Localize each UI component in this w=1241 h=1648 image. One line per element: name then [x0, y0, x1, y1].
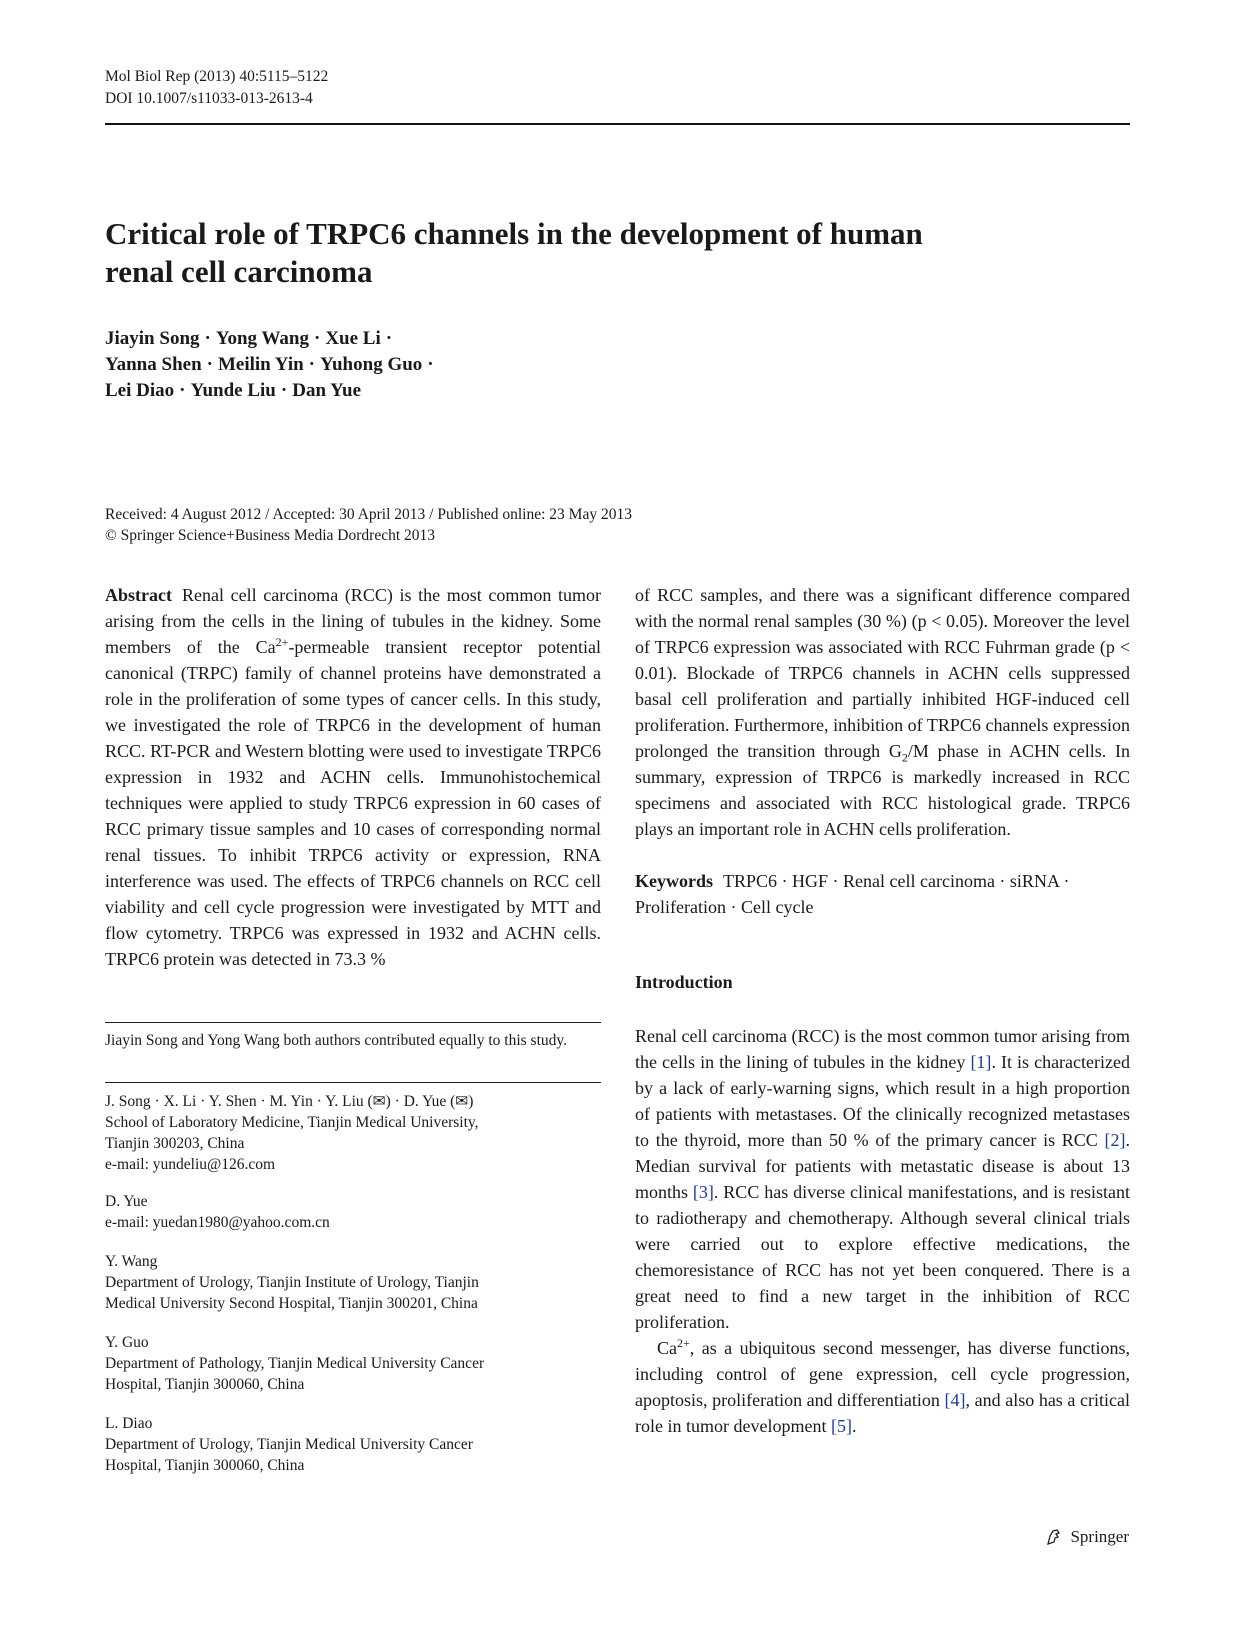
author-separator: ·: [280, 380, 288, 401]
affiliation-address: Tianjin 300203, China: [105, 1135, 245, 1152]
affiliation-3: [105, 1251, 601, 1314]
intro-text: . Median survival for patients with metastatic disease is about 13 months: [635, 1130, 1130, 1202]
section-heading: Introduction: [635, 972, 733, 992]
journal-citation: Mol Biol Rep (2013) 40:5115–5122: [105, 68, 329, 85]
journal-doi: DOI 10.1007/s11033-013-2613-4: [105, 90, 313, 107]
intro-text: Ca: [657, 1338, 677, 1358]
affiliation-1: [105, 1091, 601, 1175]
citation-link[interactable]: [2]: [1104, 1130, 1126, 1150]
intro-paragraph-1: [635, 1023, 1130, 1335]
author-separator: ·: [179, 380, 186, 401]
footnote-rule: [105, 1082, 601, 1083]
abstract-continued: [635, 582, 1130, 842]
publisher-logo: [1044, 1527, 1129, 1547]
author-name: Jiayin Song: [105, 328, 200, 349]
affiliation-email[interactable]: e-mail: yundeliu@126.com: [105, 1156, 276, 1173]
keywords: [635, 868, 1130, 920]
abstract-text: -permeable transient receptor potential canonical (TRPC) family of channel proteins have demonstrated a role in the proliferation of some types of cancer cells. In this study, we investigated the role of TRPC6 in the development of human RCC. RT-PCR and Western blotting were used to investigate TRPC6 expression in 1932 and ACHN cells. Immunohistochemical techniques were applied to study TRPC6 expression in 60 cases of RCC primary tissue samples and 10 cases of corresponding normal renal tissues. To inhibit TRPC6 activity or expression, RNA interference was used. The effects of TRPC6 channels on RCC cell viability and cell cycle progression were investigated by MTT and flow cytometry. TRPC6 was expressed in 1932 and ACHN cells. TRPC6 protein was detected in 73.3 %: [105, 637, 601, 969]
author-name: Yunde Liu: [190, 380, 276, 401]
footnote-rule: [105, 1022, 601, 1023]
equal-contribution-note: Jiayin Song and Yong Wang both authors contributed equally to this study.: [105, 1032, 568, 1049]
citation-link[interactable]: [4]: [944, 1390, 966, 1410]
author-name: Yuhong Guo: [320, 354, 423, 375]
author-separator: ·: [385, 328, 393, 349]
citation-link[interactable]: [1]: [970, 1052, 992, 1072]
header-rule: [105, 123, 1130, 125]
author-separator: ·: [308, 354, 316, 375]
intro-paragraph-2: [635, 1335, 1130, 1439]
author-separator: ·: [204, 328, 211, 349]
subscript: 2: [901, 750, 908, 765]
author-separator: ·: [427, 354, 434, 375]
affiliation-names: D. Yue: [105, 1193, 148, 1210]
affiliation-address: School of Laboratory Medicine, Tianjin Medical University,: [105, 1114, 479, 1131]
abstract-text: of RCC samples, and there was a significant difference compared with the normal renal samples (30 %) (p < 0.05). Moreover the level of TRPC6 expression was associated with RCC Fuhrman grade (p < 0.01). Blockade of TRPC6 channels in ACHN cells suppressed basal cell proliferation and partially inhibited HGF-induced cell proliferation. Furthermore, inhibition of TRPC6 channels expression prolonged the transition through G: [635, 585, 1130, 761]
affiliations: [105, 1091, 601, 1492]
article-title: [105, 215, 1125, 291]
abstract-paragraph: [105, 582, 601, 972]
intro-text: , as a ubiquitous second messenger, has diverse functions, including control of gene expression, cell cycle progression, apoptosis, proliferation and differentiation: [635, 1338, 1130, 1410]
affiliation-address: Department of Pathology, Tianjin Medical University Cancer: [105, 1355, 485, 1372]
author-name: Yong Wang: [215, 328, 309, 349]
intro-text: , and also has a critical role in tumor development: [635, 1390, 1130, 1436]
superscript: 2+: [677, 1336, 690, 1350]
affiliation-address: Department of Urology, Tianjin Medical University Cancer: [105, 1436, 473, 1453]
citation-link[interactable]: [5]: [830, 1416, 852, 1436]
affiliation-names: Y. Guo: [105, 1334, 149, 1351]
abstract-label: Abstract: [105, 585, 172, 605]
affiliation-5: [105, 1413, 601, 1476]
keywords-label: Keywords: [635, 871, 713, 891]
abstract-text: /M phase in ACHN cells. In summary, expression of TRPC6 is markedly increased in RCC specimens and associated with RCC histological grade. TRPC6 plays an important role in ACHN cells proliferation.: [635, 741, 1130, 839]
intro-text: . RCC has diverse clinical manifestations, and is resistant to radiotherapy and chemotherapy. Although several clinical trials were carried out to explore effective medications, the chemoresistance of RCC has not yet been conquered. There is a great need to find a new target in the inhibition of RCC proliferation.: [635, 1182, 1130, 1332]
citation-link[interactable]: [3]: [692, 1182, 714, 1202]
affiliation-4: [105, 1332, 601, 1395]
left-column: [105, 582, 601, 972]
springer-horse-icon: [1044, 1527, 1064, 1547]
dates-line: Received: 4 August 2012 / Accepted: 30 April 2013 / Published online: 23 May 2013: [105, 506, 632, 523]
affiliation-address: Hospital, Tianjin 300060, China: [105, 1457, 305, 1474]
affiliation-address: Medical University Second Hospital, Tianjin 300201, China: [105, 1295, 478, 1312]
author-list: [105, 326, 439, 404]
author-name: Xue Li: [325, 328, 381, 349]
author-line-2: [105, 352, 439, 378]
author-line-3: [105, 378, 439, 404]
publication-dates: [105, 504, 632, 546]
title-line-2: renal cell carcinoma: [105, 254, 373, 289]
affiliation-names: L. Diao: [105, 1415, 153, 1432]
affiliation-names: J. Song · X. Li · Y. Shen · M. Yin · Y. Liu (✉) · D. Yue (✉): [105, 1093, 474, 1110]
intro-text: .: [851, 1416, 857, 1436]
affiliation-email[interactable]: e-mail: yuedan1980@yahoo.com.cn: [105, 1214, 330, 1231]
intro-text: Renal cell carcinoma (RCC) is the most common tumor arising from the cells in the lining of tubules in the kidney: [635, 1026, 1130, 1072]
affiliation-address: Hospital, Tianjin 300060, China: [105, 1376, 305, 1393]
author-separator: ·: [206, 354, 213, 375]
author-name: Dan Yue: [292, 380, 362, 401]
right-column: [635, 582, 1130, 1439]
affiliation-address: Department of Urology, Tianjin Institute of Urology, Tianjin: [105, 1274, 479, 1291]
intro-text: . It is characterized by a lack of early-warning signs, which result in a high proportion of patients with metastases. Of the clinically recognized metastases to the thyroid, more than 50 % of the primary cancer is RCC: [635, 1052, 1130, 1150]
copyright-line: © Springer Science+Business Media Dordrecht 2013: [105, 527, 436, 544]
title-line-1: Critical role of TRPC6 channels in the development of human: [105, 216, 923, 251]
author-name: Lei Diao: [105, 380, 175, 401]
superscript: 2+: [275, 635, 289, 649]
affiliation-names: Y. Wang: [105, 1253, 158, 1270]
author-line-1: [105, 326, 439, 352]
publisher-name: Springer: [1070, 1527, 1129, 1546]
abstract-text: Renal cell carcinoma (RCC) is the most common tumor arising from the cells in the lining of tubules in the kidney. Some members of the Ca: [105, 585, 601, 657]
affiliation-2: [105, 1191, 601, 1233]
author-name: Meilin Yin: [217, 354, 304, 375]
author-name: Yanna Shen: [105, 354, 202, 375]
author-separator: ·: [313, 328, 321, 349]
journal-header: [105, 66, 328, 110]
keywords-text: TRPC6 · HGF · Renal cell carcinoma · siRNA · Proliferation · Cell cycle: [635, 871, 1070, 917]
